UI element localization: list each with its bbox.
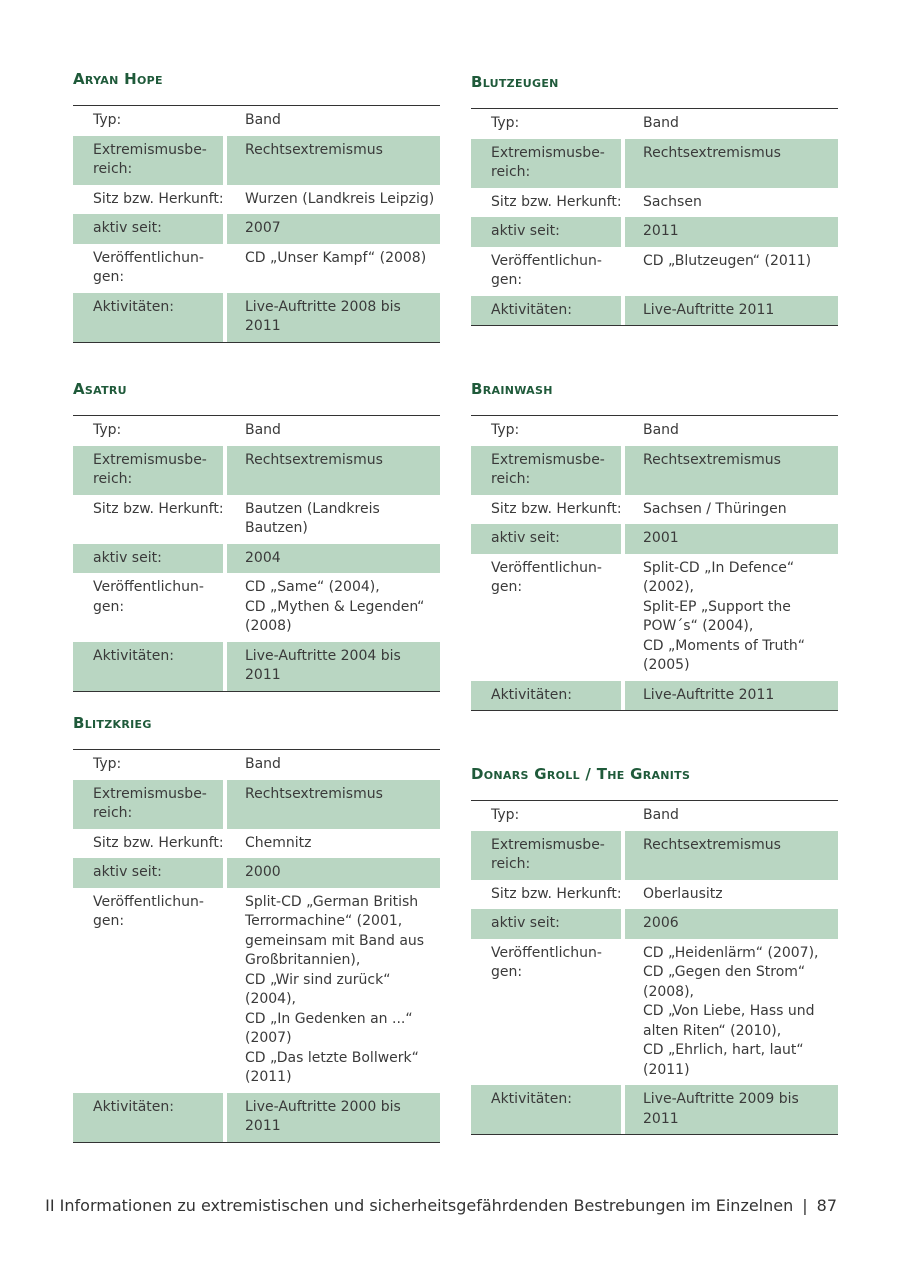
row-typ <box>471 801 838 831</box>
label-sitz: Sitz bzw. Herkunft: <box>93 834 224 851</box>
label-veroeffentlichungen: Veröffentlichun- gen: <box>93 579 204 615</box>
band-title: Asatru <box>73 380 127 398</box>
label-aktiv-seit: aktiv seit: <box>73 214 227 244</box>
row-extremismusbereich <box>471 831 838 880</box>
row-sitz <box>471 188 838 218</box>
value-sitz: Bautzen (Landkreis Bautzen) <box>245 500 380 536</box>
band-section <box>471 73 838 326</box>
label-veroeffentlichungen: Veröffentlichun- gen: <box>491 944 602 980</box>
band-info-table <box>471 800 838 1135</box>
band-section <box>471 765 838 1135</box>
label-veroeffentlichungen: Veröffentlichun- gen: <box>93 249 204 285</box>
value-veroeffentlichungen: CD „Same“ (2004), CD „Mythen & Legenden“ (2008) <box>245 579 425 634</box>
value-veroeffentlichungen: CD „Blutzeugen“ (2011) <box>643 252 812 269</box>
value-extremismusbereich: Rechtsextremismus <box>625 139 838 188</box>
label-extremismusbereich: Extremismusbe- reich: <box>73 446 227 495</box>
row-aktiv-seit <box>73 858 440 888</box>
label-veroeffentlichungen: Veröffentlichun- gen: <box>491 252 602 288</box>
band-section <box>73 70 440 343</box>
value-aktiv-seit: 2006 <box>625 909 838 939</box>
row-sitz <box>73 185 440 215</box>
label-extremismusbereich: Extremismusbe- reich: <box>73 136 227 185</box>
label-extremismusbereich: Extremismusbe- reich: <box>471 446 625 495</box>
row-typ <box>73 750 440 780</box>
row-aktiv-seit <box>471 217 838 247</box>
row-aktivitaeten <box>73 642 440 691</box>
value-aktivitaeten: Live-Auftritte 2004 bis 2011 <box>227 642 440 691</box>
value-typ: Band <box>245 422 281 438</box>
footer-chapter-text: II Informationen zu extremistischen und sicherheitsgefährdenden Bestrebungen im Einzelnen <box>45 1196 794 1215</box>
value-extremismusbereich: Rechtsextremismus <box>227 446 440 495</box>
value-extremismusbereich: Rechtsextremismus <box>625 446 838 495</box>
label-extremismusbereich: Extremismusbe- reich: <box>471 139 625 188</box>
label-sitz: Sitz bzw. Herkunft: <box>93 190 224 207</box>
value-typ: Band <box>643 422 679 438</box>
value-extremismusbereich: Rechtsextremismus <box>227 780 440 829</box>
row-typ <box>73 416 440 446</box>
band-info-table <box>73 105 440 343</box>
value-aktivitaeten: Live-Auftritte 2008 bis 2011 <box>227 293 440 342</box>
value-veroeffentlichungen: CD „Unser Kampf“ (2008) <box>245 249 427 266</box>
value-sitz: Sachsen / Thüringen <box>643 500 787 517</box>
label-typ: Typ: <box>93 422 122 438</box>
label-veroeffentlichungen: Veröffentlichun- gen: <box>491 559 602 595</box>
row-aktivitaeten <box>73 293 440 342</box>
value-aktiv-seit: 2001 <box>625 524 838 554</box>
band-info-table <box>471 415 838 711</box>
value-aktiv-seit: 2011 <box>625 217 838 247</box>
label-aktivitaeten: Aktivitäten: <box>73 1093 227 1142</box>
label-typ: Typ: <box>491 115 520 131</box>
row-aktiv-seit <box>471 909 838 939</box>
value-aktiv-seit: 2000 <box>227 858 440 888</box>
label-sitz: Sitz bzw. Herkunft: <box>491 193 622 210</box>
value-sitz: Oberlausitz <box>643 885 723 902</box>
value-aktivitaeten: Live-Auftritte 2000 bis 2011 <box>227 1093 440 1142</box>
row-aktivitaeten <box>471 681 838 711</box>
value-veroeffentlichungen: CD „Heidenlärm“ (2007), CD „Gegen den Strom“ (2008), CD „Von Liebe, Hass und alten Riten“ (2010), CD „Ehrlich, hart, laut“ (2011) <box>643 944 819 1078</box>
label-extremismusbereich: Extremismusbe- reich: <box>471 831 625 880</box>
label-typ: Typ: <box>93 756 122 772</box>
band-info-table <box>73 415 440 692</box>
row-aktiv-seit <box>471 524 838 554</box>
label-aktivitaeten: Aktivitäten: <box>73 642 227 691</box>
row-aktivitaeten <box>471 296 838 326</box>
row-typ <box>471 416 838 446</box>
value-extremismusbereich: Rechtsextremismus <box>625 831 838 880</box>
row-extremismusbereich <box>73 780 440 829</box>
row-sitz <box>73 495 440 544</box>
row-veroeffentlichungen <box>471 247 838 296</box>
label-typ: Typ: <box>491 422 520 438</box>
band-info-table <box>73 749 440 1143</box>
row-extremismusbereich <box>471 446 838 495</box>
value-aktiv-seit: 2004 <box>227 544 440 574</box>
band-title: Blutzeugen <box>471 73 559 91</box>
label-aktiv-seit: aktiv seit: <box>73 858 227 888</box>
band-title: Blitzkrieg <box>73 714 152 732</box>
row-veroeffentlichungen <box>471 554 838 681</box>
band-title: Aryan Hope <box>73 70 163 88</box>
label-typ: Typ: <box>93 112 122 128</box>
value-extremismusbereich: Rechtsextremismus <box>227 136 440 185</box>
label-typ: Typ: <box>491 807 520 823</box>
label-aktiv-seit: aktiv seit: <box>471 909 625 939</box>
row-aktivitaeten <box>73 1093 440 1142</box>
band-section <box>73 380 440 692</box>
label-veroeffentlichungen: Veröffentlichun- gen: <box>93 893 204 929</box>
label-sitz: Sitz bzw. Herkunft: <box>491 885 622 902</box>
footer-separator: | <box>802 1196 808 1215</box>
label-extremismusbereich: Extremismusbe- reich: <box>73 780 227 829</box>
row-sitz <box>471 495 838 525</box>
value-aktiv-seit: 2007 <box>227 214 440 244</box>
row-veroeffentlichungen <box>73 244 440 293</box>
value-sitz: Wurzen (Landkreis Leipzig) <box>245 190 435 207</box>
page-footer <box>0 1196 837 1215</box>
value-aktivitaeten: Live-Auftritte 2011 <box>625 681 838 711</box>
band-section <box>73 714 440 1143</box>
row-aktivitaeten <box>471 1085 838 1134</box>
band-section <box>471 380 838 711</box>
label-aktivitaeten: Aktivitäten: <box>471 1085 625 1134</box>
row-veroeffentlichungen <box>471 939 838 1086</box>
label-sitz: Sitz bzw. Herkunft: <box>491 500 622 517</box>
label-aktiv-seit: aktiv seit: <box>471 217 625 247</box>
value-veroeffentlichungen: Split-CD „In Defence“ (2002), Split-EP „Support the POW´s“ (2004), CD „Moments of Truth“ (2005) <box>643 559 805 673</box>
row-aktiv-seit <box>73 214 440 244</box>
row-sitz <box>73 829 440 859</box>
band-info-table <box>471 108 838 326</box>
value-typ: Band <box>643 115 679 131</box>
label-aktivitaeten: Aktivitäten: <box>471 296 625 326</box>
label-sitz: Sitz bzw. Herkunft: <box>93 500 224 517</box>
value-typ: Band <box>245 756 281 772</box>
value-sitz: Chemnitz <box>245 834 312 851</box>
row-aktiv-seit <box>73 544 440 574</box>
row-veroeffentlichungen <box>73 888 440 1093</box>
band-title: Donars Groll / The Granits <box>471 765 691 783</box>
row-sitz <box>471 880 838 910</box>
value-aktivitaeten: Live-Auftritte 2011 <box>625 296 838 326</box>
row-extremismusbereich <box>73 136 440 185</box>
value-veroeffentlichungen: Split-CD „German British Terrormachine“ (2001, gemeinsam mit Band aus Großbritannien), CD „Wir sind zurück“ (2004), CD „In Gedenken an ...“ (2007) CD „Das letzte Bollwerk“ (2011) <box>245 893 425 1085</box>
page-number: 87 <box>816 1196 837 1215</box>
value-typ: Band <box>643 807 679 823</box>
row-extremismusbereich <box>73 446 440 495</box>
band-title: Brainwash <box>471 380 553 398</box>
value-typ: Band <box>245 112 281 128</box>
row-veroeffentlichungen <box>73 573 440 642</box>
label-aktiv-seit: aktiv seit: <box>73 544 227 574</box>
label-aktivitaeten: Aktivitäten: <box>73 293 227 342</box>
label-aktiv-seit: aktiv seit: <box>471 524 625 554</box>
row-typ <box>471 109 838 139</box>
row-extremismusbereich <box>471 139 838 188</box>
row-typ <box>73 106 440 136</box>
value-aktivitaeten: Live-Auftritte 2009 bis 2011 <box>625 1085 838 1134</box>
value-sitz: Sachsen <box>643 193 702 210</box>
label-aktivitaeten: Aktivitäten: <box>471 681 625 711</box>
